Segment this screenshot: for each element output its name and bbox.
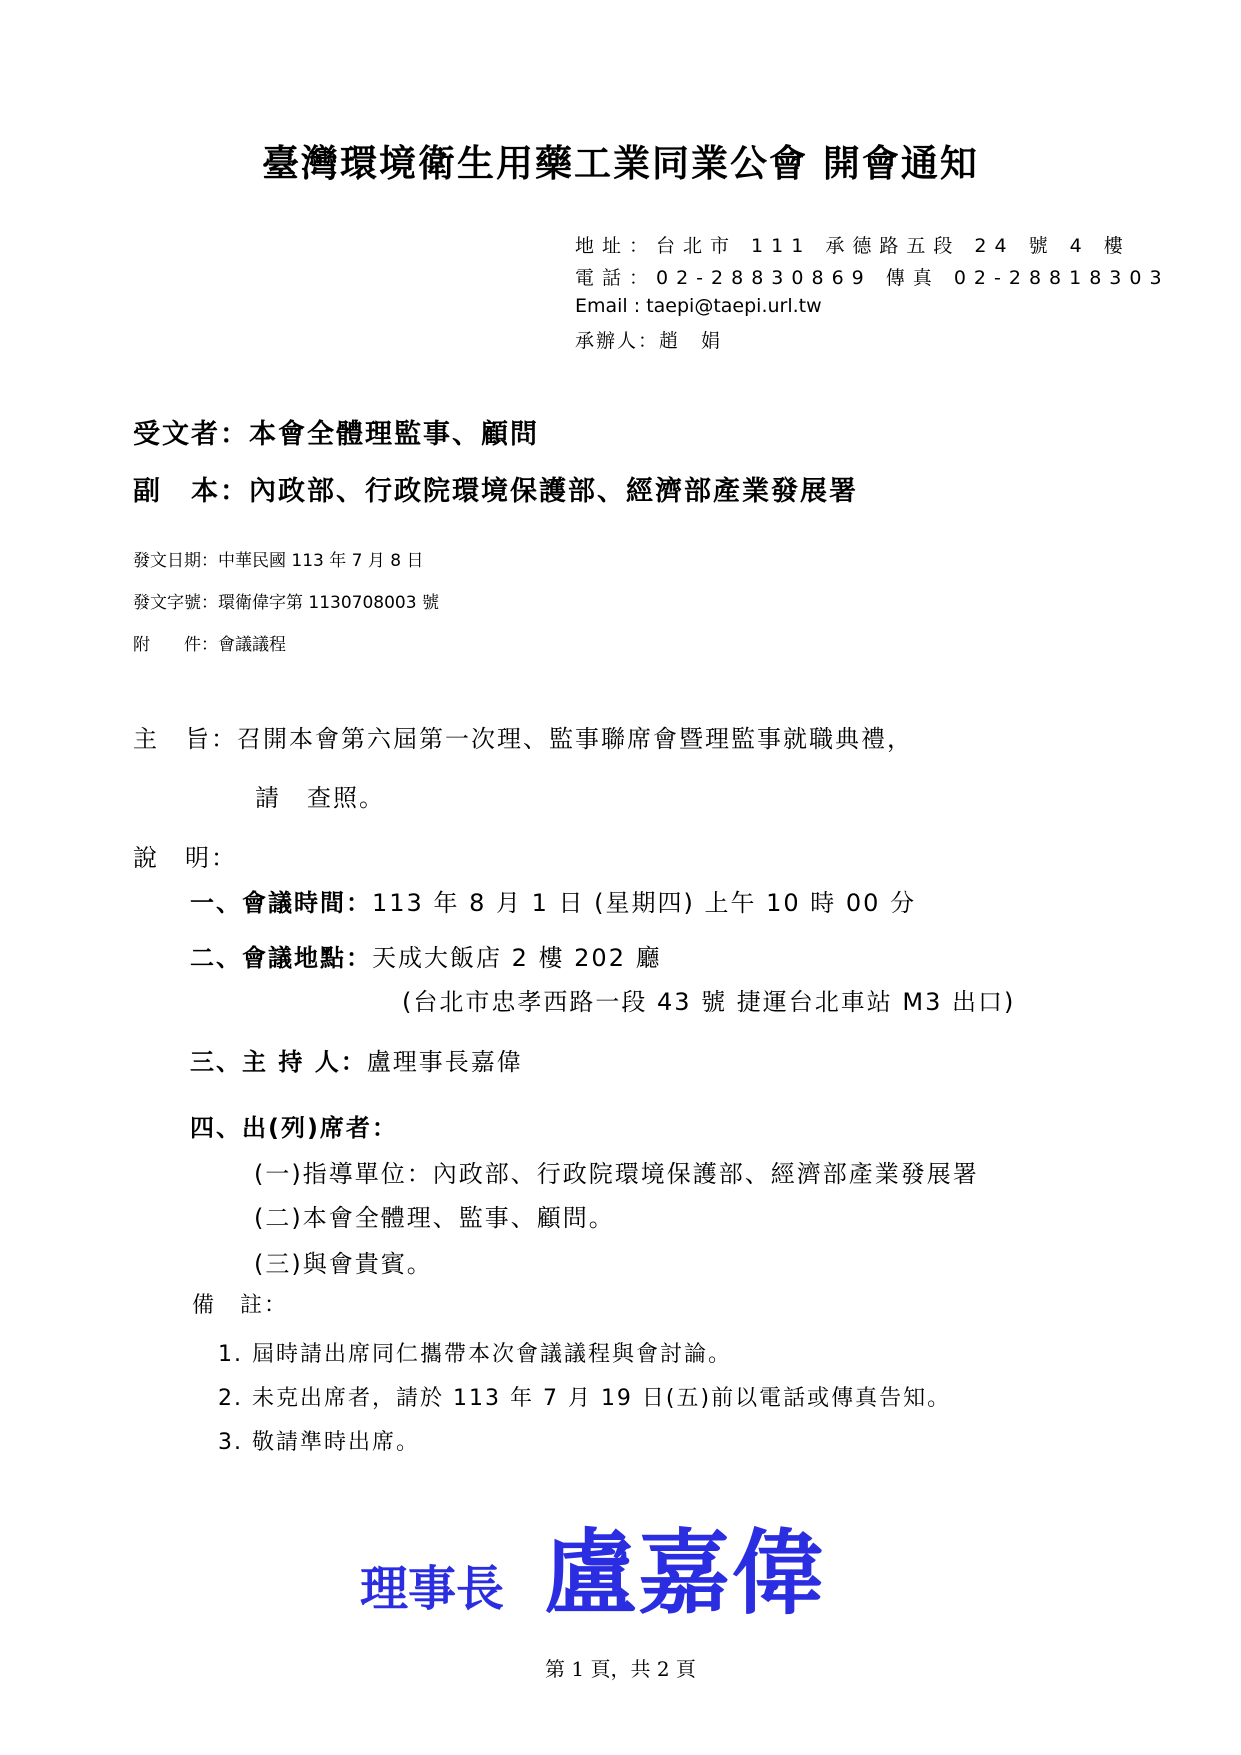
meeting-host-value: 盧理事長嘉偉 <box>366 1048 523 1076</box>
attachment: 附 件：會議議程 <box>133 635 286 655</box>
signature-name: 盧嘉偉 <box>544 1519 827 1627</box>
document-title: 臺灣環境衛生用藥工業同業公會 開會通知 <box>262 142 979 185</box>
meeting-host <box>190 1042 523 1077</box>
meeting-location-address: (台北市忠孝西路一段 43 號 捷運台北車站 M3 出口) <box>402 988 1016 1016</box>
chairman-signature <box>360 1500 826 1632</box>
recipient-to: 受文者：本會全體理監事、顧問 <box>133 419 539 450</box>
attendee-item: (一)指導單位：內政部、行政院環境保護部、經濟部產業發展署 <box>254 1160 979 1188</box>
handler: 承辦人：趙 娟 <box>575 330 723 352</box>
attendee-item: (三)與會貴賓。 <box>254 1250 433 1278</box>
explanation-heading: 說 明： <box>133 844 237 872</box>
recipient-cc: 副 本：內政部、行政院環境保護部、經濟部產業發展署 <box>133 476 858 507</box>
page-footer: 第 1 頁，共 2 頁 <box>545 1657 696 1681</box>
subject-line-2: 請 查照。 <box>255 784 385 812</box>
attendee-item: (二)本會全體理、監事、顧問。 <box>254 1204 615 1232</box>
meeting-time <box>190 883 916 918</box>
phone-fax: 電話：02-28830869 傳真 02-28818303 <box>575 267 1170 289</box>
meeting-location <box>190 938 662 973</box>
meeting-location-label: 二、會議地點： <box>190 944 372 972</box>
meeting-time-value: 113 年 8 月 1 日 (星期四) 上午 10 時 00 分 <box>372 889 917 917</box>
meeting-time-label: 一、會議時間： <box>190 889 372 917</box>
signature-title: 理事長 <box>360 1561 505 1617</box>
reference-number: 發文字號：環衛偉字第 1130708003 號 <box>133 593 439 613</box>
meeting-host-label: 三、主 持 人： <box>190 1048 367 1076</box>
remark-item: 1. 屆時請出席同仁攜帶本次會議議程與會討論。 <box>218 1342 732 1367</box>
meeting-location-value: 天成大飯店 2 樓 202 廳 <box>372 944 662 972</box>
email: Email : taepi@taepi.url.tw <box>575 295 822 317</box>
remark-item: 3. 敬請準時出席。 <box>218 1430 420 1455</box>
attendees-heading: 四、出(列)席者： <box>190 1114 398 1142</box>
address: 地址：台北市 111 承德路五段 24 號 4 樓 <box>575 235 1131 257</box>
remark-item: 2. 未克出席者，請於 113 年 7 月 19 日(五)前以電話或傳真告知。 <box>218 1386 952 1411</box>
subject-line: 主 旨：召開本會第六屆第一次理、監事聯席會暨理監事就職典禮， <box>133 725 913 753</box>
issue-date: 發文日期：中華民國 113 年 7 月 8 日 <box>133 551 424 571</box>
remarks-heading: 備 註： <box>192 1293 289 1318</box>
